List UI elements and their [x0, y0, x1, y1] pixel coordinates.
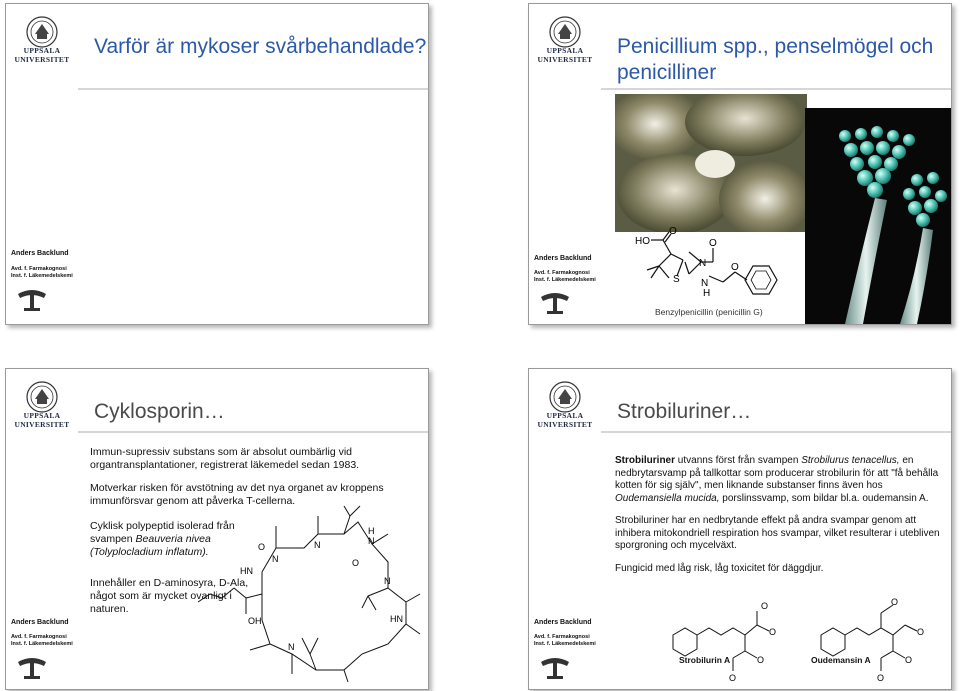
slide-2 — [528, 3, 952, 325]
atom-label: N — [699, 258, 707, 269]
slide-4 — [528, 368, 952, 690]
atom-label: O — [258, 542, 266, 552]
strobilurin-a-label: Strobilurin A — [679, 655, 731, 665]
author-name: Anders Backlund — [11, 619, 69, 626]
penicillium-colony-photo — [615, 94, 807, 232]
benzylpenicillin-structure — [629, 226, 809, 300]
divider — [78, 88, 428, 90]
atom-label: O — [891, 597, 899, 607]
slide-sidebar — [6, 4, 78, 324]
atom-label: O — [709, 238, 717, 249]
atom-label: O — [917, 627, 925, 637]
uppsala-seal-logo — [26, 381, 58, 413]
uppsala-seal-logo — [26, 16, 58, 48]
university-name: UPPSALA UNIVERSITET — [14, 46, 70, 64]
oudemansin-a-label: Oudemansin A — [811, 655, 871, 665]
paragraph: Fungicid med låg risk, låg toxicitet för däggdjur. — [615, 562, 824, 574]
atom-label: H — [368, 526, 375, 536]
author-name: Anders Backlund — [11, 250, 69, 257]
atom-label: HO — [635, 236, 650, 247]
atom-label: HN — [390, 614, 403, 624]
atom-label: O — [769, 627, 777, 637]
paragraph: Innehåller en D-aminosyra, D-Ala, något som är mycket ovanligt i naturen. — [90, 577, 249, 615]
author-name: Anders Backlund — [534, 255, 592, 262]
atom-label: N — [288, 642, 295, 652]
atom-label: O — [757, 655, 765, 665]
department: Avd. f. Farmakognosi Inst. f. Läkemedelskemi — [534, 634, 596, 647]
divider — [601, 88, 951, 90]
university-name: UPPSALA UNIVERSITET — [537, 411, 593, 429]
paragraph: Immun-supressiv substans som är absolut oumbärlig vid organtransplantationer, registrerat läkemedel sedan 1983. — [90, 446, 360, 471]
uppsala-seal-logo — [549, 381, 581, 413]
penicillium-microscope-photo — [805, 108, 951, 324]
paragraph: Strobiluriner har en nedbrytande effekt på andra svampar genom att inhibera mitokondriell respiration hos svampar, vilket resulterar i utebliven sporgroning och mycelväxt. — [615, 515, 940, 551]
slide-sidebar — [6, 369, 78, 689]
slide-body — [615, 455, 945, 585]
slide-1 — [5, 3, 429, 325]
atom-label: O — [877, 673, 885, 683]
uppsala-seal-logo — [549, 16, 581, 48]
paragraph: Strobiluriner utvanns först från svampen Strobilurus tenacellus, en nedbrytarsvamp på tallkottar som producerar strobilurin för att "få behålla kotten för sig själv", men liknande substanser finns även hos Oudemansiella mucida, porslinssvamp, som bildar bl.a. oudemansin A. — [615, 455, 939, 504]
pharmacy-emblem-icon — [14, 284, 50, 312]
atom-label: O — [905, 655, 913, 665]
atom-label: N — [384, 576, 391, 586]
university-name: UPPSALA UNIVERSITET — [14, 411, 70, 429]
atom-label: S — [673, 274, 680, 285]
slide-title: Cyklosporin… — [94, 400, 225, 423]
slide-3 — [5, 368, 429, 690]
department: Avd. f. Farmakognosi Inst. f. Läkemedelskemi — [11, 266, 73, 279]
pharmacy-emblem-icon — [537, 287, 573, 315]
paragraph: Motverkar risken för avstötning av det nya organet av kroppens immunförsvar genom att påverka T-cellerna. — [90, 482, 384, 507]
paragraph: Cyklisk polypeptid isolerad från svampen Beauveria nivea (Tolyplocladium inflatum). — [90, 520, 235, 558]
slide-sidebar — [529, 369, 601, 689]
atom-label: N — [368, 536, 375, 546]
atom-label: N — [701, 278, 709, 289]
atom-label: N — [314, 540, 321, 550]
strobilurin-structures — [665, 595, 951, 689]
author-name: Anders Backlund — [534, 619, 592, 626]
atom-label: O — [729, 673, 737, 683]
department: Avd. f. Farmakognosi Inst. f. Läkemedelskemi — [534, 270, 596, 283]
department: Avd. f. Farmakognosi Inst. f. Läkemedelskemi — [11, 634, 73, 647]
atom-label: O — [731, 262, 739, 273]
cyclosporin-structure — [192, 504, 428, 684]
divider — [78, 431, 428, 433]
slide-title: Penicillium spp., penselmögel och penicilliner — [617, 35, 934, 84]
atom-label: N — [272, 554, 279, 564]
divider — [601, 431, 951, 433]
structure-caption: Benzylpenicillin (penicillin G) — [655, 307, 763, 317]
pharmacy-emblem-icon — [14, 652, 50, 680]
slide-title: Strobiluriner… — [617, 400, 752, 423]
pharmacy-emblem-icon — [537, 652, 573, 680]
atom-label: OH — [248, 616, 262, 626]
atom-label: H — [703, 288, 711, 299]
university-name: UPPSALA UNIVERSITET — [537, 46, 593, 64]
atom-label: HN — [240, 566, 253, 576]
slide-sidebar — [529, 4, 601, 324]
atom-label: O — [669, 226, 677, 237]
slide-title: Varför är mykoser svårbehandlade? — [94, 35, 427, 58]
atom-label: O — [761, 601, 769, 611]
atom-label: O — [352, 558, 360, 568]
